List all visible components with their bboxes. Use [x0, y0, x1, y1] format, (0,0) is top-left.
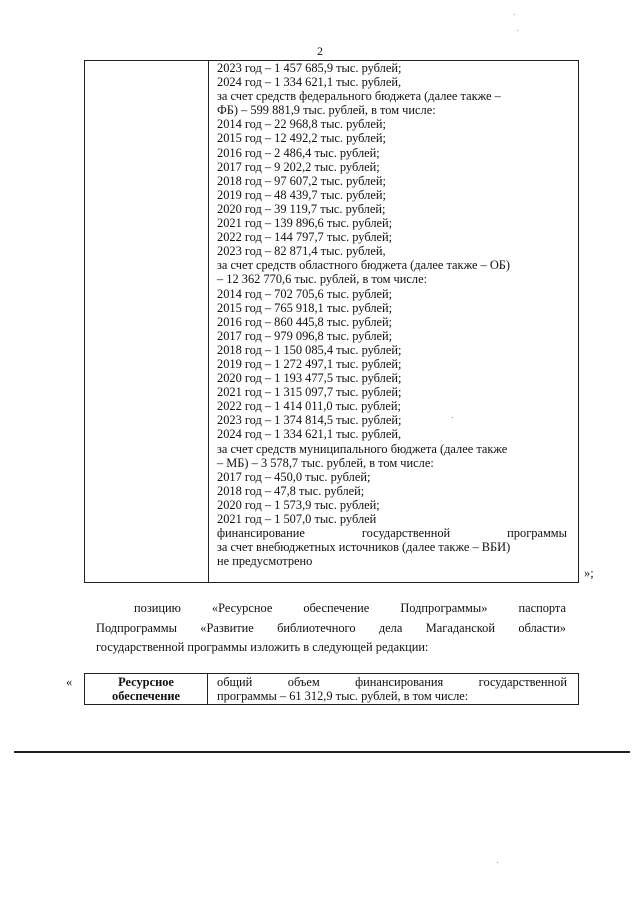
table-line: 2020 год – 1 573,9 тыс. рублей;: [217, 497, 380, 512]
table-line: не предусмотрено: [217, 554, 313, 569]
table-line: 2022 год – 144 797,7 тыс. рублей;: [217, 230, 393, 245]
resources-label-cell: [85, 674, 208, 704]
table-line: 2015 год – 12 492,2 тыс. рублей;: [217, 131, 386, 146]
instruction-paragraph: [96, 599, 566, 658]
table-line: 2021 год – 1 315 097,7 тыс. рублей;: [217, 385, 402, 400]
closing-quote-mark: »;: [584, 566, 594, 580]
table-line: за счет внебюджетных источников (далее также – ВБИ): [217, 540, 511, 555]
table-line: за счет средств муниципального бюджета (далее также: [217, 441, 508, 456]
table-justified-line: [217, 675, 567, 689]
paragraph-word: обеспечение: [303, 601, 370, 615]
justified-word: государственной: [478, 675, 567, 689]
table-line: за счет средств федерального бюджета (далее также –: [217, 89, 501, 104]
paragraph-line: [96, 599, 566, 619]
table-line: 2024 год – 1 334 621,1 тыс. рублей,: [217, 427, 402, 442]
scan-speck: [514, 14, 515, 15]
column-divider: [208, 61, 209, 582]
paragraph-word: области»: [518, 620, 566, 635]
justified-word: общий: [217, 675, 253, 689]
resources-text-cell: [217, 675, 567, 703]
table-line: 2014 год – 22 968,8 тыс. рублей;: [217, 117, 386, 132]
table-line: 2017 год – 979 096,8 тыс. рублей;: [217, 328, 393, 343]
scan-speck: [517, 30, 518, 31]
justified-word: финансирование: [217, 526, 305, 541]
financing-justified-line: [217, 526, 567, 540]
paragraph-line: государственной программы изложить в следующей редакции:: [96, 640, 429, 654]
table-line: 2021 год – 1 507,0 тыс. рублей: [217, 512, 377, 526]
resources-table-new: [84, 673, 579, 705]
paragraph-word: паспорта: [518, 601, 566, 615]
scan-speck: [497, 862, 498, 863]
table-line: 2014 год – 702 705,6 тыс. рублей;: [217, 286, 393, 301]
table-line: 2016 год – 860 445,8 тыс. рублей;: [217, 314, 393, 329]
table-line: 2020 год – 1 193 477,5 тыс. рублей;: [217, 371, 402, 386]
justified-word: объем: [287, 675, 320, 689]
table-line: – МБ) – 3 578,7 тыс. рублей, в том числе:: [217, 455, 434, 470]
resources-text-cell: [217, 61, 567, 568]
table-line: за счет средств областного бюджета (далее также – ОБ): [217, 258, 511, 273]
paragraph-word: позицию: [134, 601, 181, 615]
paragraph-word: дела: [378, 620, 403, 635]
page-bottom-rule: [14, 751, 630, 753]
table-line: 2022 год – 1 414 011,0 тыс. рублей;: [217, 399, 401, 414]
paragraph-word: Магаданской: [425, 620, 495, 635]
table-line: ФБ) – 599 881,9 тыс. рублей, в том числе:: [217, 103, 436, 118]
resources-table-continued: [84, 60, 579, 583]
table-line: 2016 год – 2 486,4 тыс. рублей;: [217, 145, 380, 160]
table-line: 2015 год – 765 918,1 тыс. рублей;: [217, 300, 393, 315]
table-line: 2018 год – 47,8 тыс. рублей;: [217, 483, 365, 498]
table-line: 2024 год – 1 334 621,1 тыс. рублей,: [217, 75, 402, 90]
table-line: 2021 год – 139 896,6 тыс. рублей;: [217, 216, 393, 231]
paragraph-word: Подпрограммы»: [400, 601, 488, 615]
label-line: Ресурсное: [118, 675, 174, 689]
table-line: 2019 год – 48 439,7 тыс. рублей;: [217, 187, 386, 202]
paragraph-line: [96, 619, 566, 639]
justified-word: государственной: [361, 526, 451, 541]
table-line: 2023 год – 82 871,4 тыс. рублей,: [217, 244, 386, 259]
justified-word: программы: [507, 526, 567, 541]
table-line: 2018 год – 97 607,2 тыс. рублей;: [217, 173, 386, 188]
label-line: обеспечение: [112, 689, 180, 703]
table-line: программы – 61 312,9 тыс. рублей, в том числе:: [217, 689, 469, 704]
table-line: 2020 год – 39 119,7 тыс. рублей;: [217, 201, 386, 216]
paragraph-word: Подпрограммы: [96, 620, 177, 635]
paragraph-word: библиотечного: [277, 620, 356, 635]
page-number: 2: [317, 44, 323, 58]
opening-quote-mark: «: [66, 675, 73, 689]
table-line: – 12 362 770,6 тыс. рублей, в том числе:: [217, 272, 428, 287]
table-line: 2023 год – 1 374 814,5 тыс. рублей;: [217, 413, 402, 428]
table-line: 2019 год – 1 272 497,1 тыс. рублей;: [217, 356, 402, 371]
scan-speck: [452, 417, 453, 418]
paragraph-word: «Развитие: [200, 620, 254, 635]
table-line: 2017 год – 9 202,2 тыс. рублей;: [217, 159, 380, 174]
table-line: 2017 год – 450,0 тыс. рублей;: [217, 469, 371, 484]
paragraph-word: «Ресурсное: [211, 601, 273, 615]
justified-word: финансирования: [355, 675, 444, 689]
table-line: 2018 год – 1 150 085,4 тыс. рублей;: [217, 342, 402, 357]
table-line: 2023 год – 1 457 685,9 тыс. рублей;: [217, 61, 402, 75]
